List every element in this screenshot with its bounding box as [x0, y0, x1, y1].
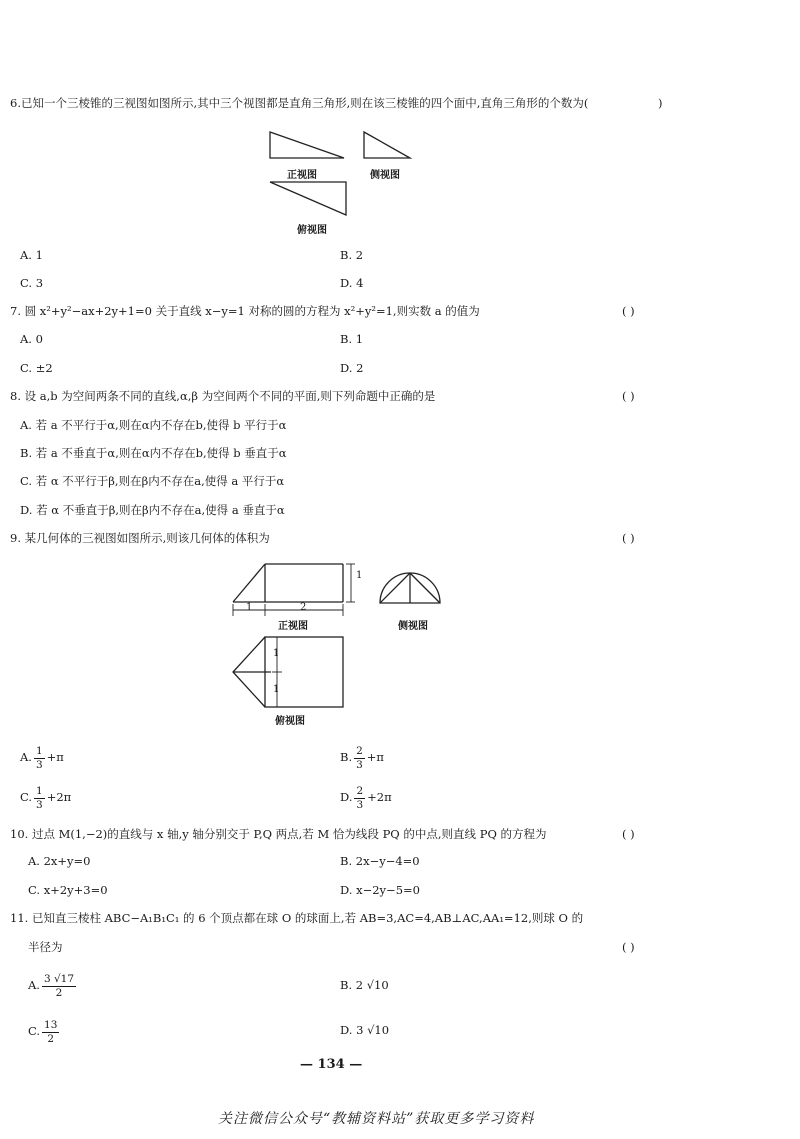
- q9-d-den: 3: [356, 798, 364, 811]
- q6-option-b[interactable]: B. 2: [340, 248, 364, 262]
- q8-option-a[interactable]: A. 若 a 不平行于α,则在α内不存在b,使得 b 平行于α: [20, 418, 287, 432]
- q9-c-fraction: [34, 785, 45, 812]
- q11-option-c[interactable]: [28, 1016, 61, 1046]
- q11-option-a[interactable]: [28, 970, 78, 1000]
- q9-dim-v1: 1: [273, 648, 280, 659]
- q11-option-b[interactable]: B. 2 √10: [340, 978, 389, 992]
- q10-paren: ( ): [622, 827, 635, 841]
- q8-stem: 8. 设 a,b 为空间两条不同的直线,α,β 为空间两个不同的平面,则下列命题中正确的是: [10, 389, 436, 403]
- q9-c-suffix: +2π: [46, 790, 72, 804]
- page-number: — 134 —: [300, 1057, 363, 1072]
- q11-option-d[interactable]: D. 3 √10: [340, 1023, 390, 1037]
- q9-side-label: 侧视图: [398, 621, 428, 632]
- q9-b-num: 2: [356, 744, 363, 757]
- q11-c-num: 13: [44, 1018, 58, 1031]
- q9-top-figure: [225, 633, 355, 713]
- q8-option-d[interactable]: D. 若 α 不垂直于β,则在β内不存在a,使得 a 垂直于α: [20, 503, 285, 517]
- q8-paren: ( ): [622, 389, 635, 403]
- promo-banner: 关注微信公众号“教辅资料站”获取更多学习资料: [218, 1111, 535, 1127]
- q9-a-fraction: [34, 745, 45, 772]
- q6-option-a[interactable]: A. 1: [20, 248, 43, 262]
- q9-stem: 9. 某几何体的三视图如图所示,则该几何体的体积为: [10, 531, 270, 545]
- q7-stem: 7. 圆 x²+y²−ax+2y+1=0 关于直线 x−y=1 对称的圆的方程为 x²+y²=1,则实数 a 的值为: [10, 304, 480, 318]
- q6-front-label: 正视图: [287, 170, 317, 181]
- q7-option-a[interactable]: A. 0: [20, 332, 43, 346]
- q9-a-den: 3: [35, 758, 43, 771]
- q9-c-den: 3: [36, 798, 43, 811]
- q11-a-num: 3 √17: [43, 972, 75, 985]
- q10-option-a[interactable]: A. 2x+y=0: [28, 854, 91, 868]
- q10-option-b[interactable]: B. 2x−y−4=0: [340, 854, 420, 868]
- q9-top-label: 俯视图: [275, 716, 305, 727]
- q9-b-fraction: [354, 745, 365, 772]
- q9-option-c[interactable]: [20, 782, 71, 812]
- q11-c-prefix: C.: [28, 1024, 41, 1038]
- q6-option-c[interactable]: C. 3: [20, 276, 44, 290]
- q9-d-num: 2: [356, 784, 364, 797]
- q10-stem: 10. 过点 M(1,−2)的直线与 x 轴,y 轴分别交于 P,Q 两点,若 M 恰为线段 PQ 的中点,则直线 PQ 的方程为: [10, 827, 547, 841]
- q9-c-num: 1: [36, 784, 43, 797]
- q9-b-den: 3: [356, 758, 363, 771]
- q9-d-prefix: D.: [340, 790, 353, 804]
- q7-option-b[interactable]: B. 1: [340, 332, 364, 346]
- q9-a-prefix: A.: [20, 750, 32, 764]
- q11-stem-line2: 半径为: [28, 940, 63, 954]
- q9-dim-h: 1: [356, 570, 363, 581]
- q8-option-c[interactable]: C. 若 α 不平行于β,则在β内不存在a,使得 a 平行于α: [20, 474, 285, 488]
- q6-side-label: 侧视图: [370, 170, 400, 181]
- q9-dim-2: 2: [300, 602, 307, 613]
- q11-c-den: 2: [47, 1032, 55, 1045]
- q7-paren: ( ): [622, 304, 635, 318]
- q6-paren: ): [658, 96, 663, 110]
- q9-option-d[interactable]: [340, 782, 392, 812]
- q9-option-a[interactable]: [20, 742, 64, 772]
- q9-b-prefix: B.: [340, 750, 353, 764]
- q11-a-prefix: A.: [28, 978, 40, 992]
- q9-option-b[interactable]: [340, 742, 384, 772]
- q6-stem: 6.已知一个三棱锥的三视图如图所示,其中三个视图都是直角三角形,则在该三棱锥的四个面中,直角三角形的个数为(: [10, 96, 589, 110]
- q6-top-label: 俯视图: [297, 225, 327, 236]
- q9-b-suffix: +π: [366, 750, 384, 764]
- q9-d-suffix: +2π: [367, 790, 392, 804]
- q11-c-fraction: [42, 1019, 59, 1046]
- q7-option-c[interactable]: C. ±2: [20, 361, 53, 375]
- q9-c-prefix: C.: [20, 790, 33, 804]
- q6-option-d[interactable]: D. 4: [340, 276, 364, 290]
- q11-a-den: 2: [55, 986, 63, 999]
- q9-a-suffix: +π: [46, 750, 64, 764]
- q10-option-c[interactable]: C. x+2y+3=0: [28, 883, 108, 897]
- q11-paren: ( ): [622, 940, 635, 954]
- q6-side-view: [364, 132, 410, 158]
- q6-front-view: [270, 132, 344, 158]
- q9-dim-v2: 1: [273, 684, 280, 695]
- q10-option-d[interactable]: D. x−2y−5=0: [340, 883, 420, 897]
- q9-d-fraction: [354, 785, 365, 812]
- q6-top-view: [270, 182, 346, 215]
- q9-side-figure: [375, 560, 445, 610]
- q9-front-label: 正视图: [278, 621, 308, 632]
- q7-option-d[interactable]: D. 2: [340, 361, 364, 375]
- q8-option-b[interactable]: B. 若 a 不垂直于α,则在α内不存在b,使得 b 垂直于α: [20, 446, 287, 460]
- q11-a-fraction: [42, 973, 76, 1000]
- q9-dim-1: 1: [246, 602, 253, 613]
- q11-stem: 11. 已知直三棱柱 ABC−A₁B₁C₁ 的 6 个顶点都在球 O 的球面上,若 AB=3,AC=4,AB⊥AC,AA₁=12,则球 O 的: [10, 911, 584, 925]
- q9-a-num: 1: [35, 744, 43, 757]
- q9-paren: ( ): [622, 531, 635, 545]
